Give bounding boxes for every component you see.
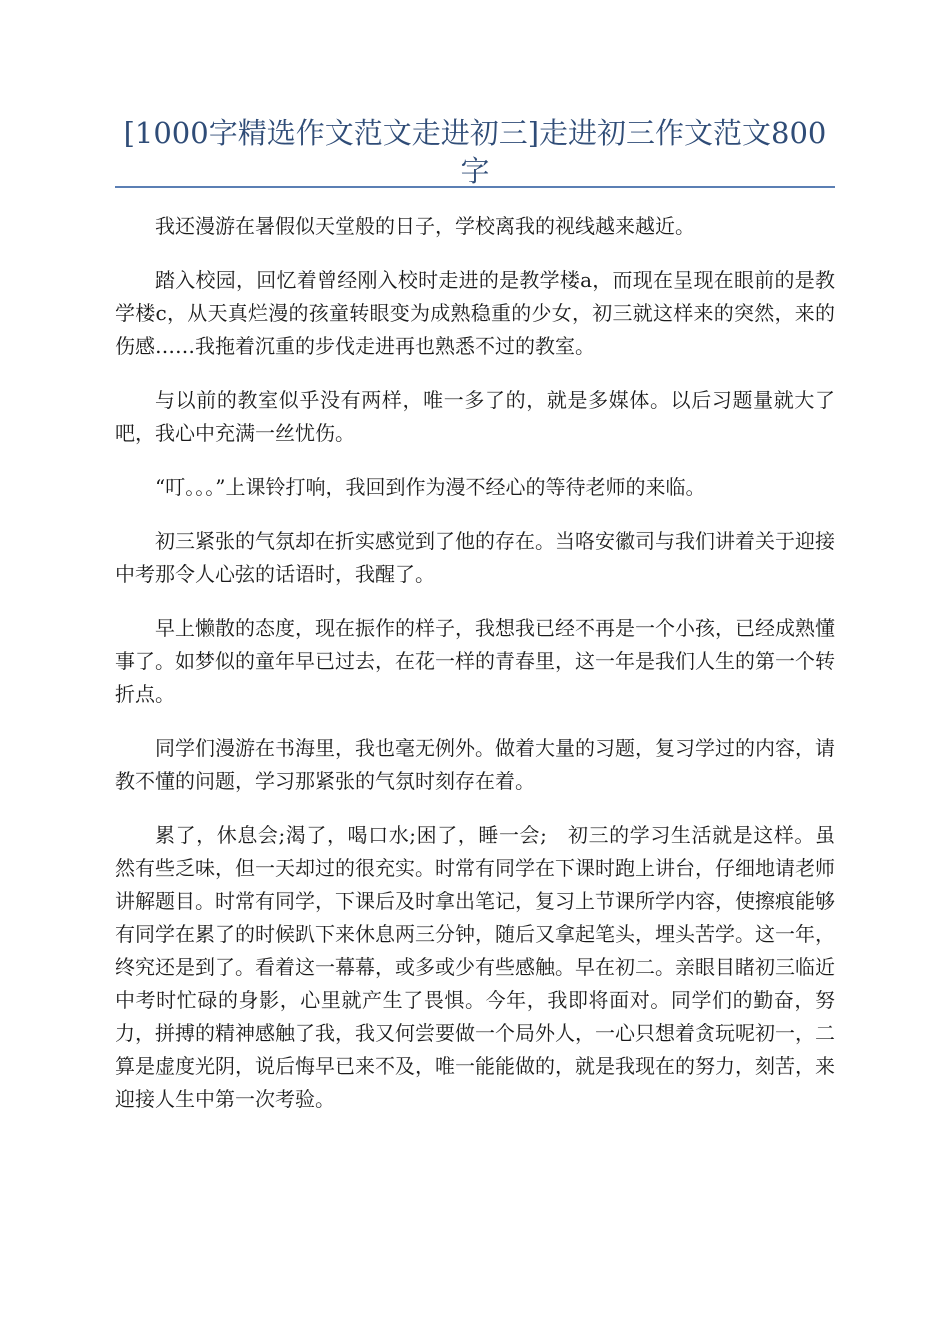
paragraph: 与以前的教室似乎没有两样，唯一多了的，就是多媒体。以后习题量就大了吧，我心中充满一丝忧伤。: [115, 388, 835, 445]
document-body: [115, 210, 835, 1137]
paragraph: 同学们漫游在书海里，我也毫无例外。做着大量的习题，复习学过的内容，请教不懂的问题，学习那紧张的气氛时刻存在着。: [115, 736, 835, 793]
document-title: [1000字精选作文范文走进初三]走进初三作文范文800字: [123, 116, 827, 188]
title-underline: [115, 186, 835, 188]
paragraph: 初三紧张的气氛却在折实感觉到了他的存在。当咯安徽司与我们讲着关于迎接中考那令人心弦的话语时，我醒了。: [115, 529, 835, 586]
paragraph: 早上懒散的态度，现在振作的样子，我想我已经不再是一个小孩，已经成熟懂事了。如梦似的童年早已过去，在花一样的青春里，这一年是我们人生的第一个转折点。: [115, 616, 835, 706]
paragraph: 累了，休息会;渴了，喝口水;困了，睡一会; 初三的学习生活就是这样。虽然有些乏味，但一天却过的很充实。时常有同学在下课时跑上讲台，仔细地请老师讲解题目。时常有同学，下课后及时拿出笔记，复习上节课所学内容，使擦痕能够有同学在累了的时候趴下来休息两三分钟，随后又拿起笔头，埋头苦学。这一年，终究还是到了。看着这一幕幕，或多或少有些感触。早在初二。亲眼目睹初三临近中考时忙碌的身影，心里就产生了畏惧。今年，我即将面对。同学们的勤奋，努力，拼搏的精神感触了我，我又何尝要做一个局外人，一心只想着贪玩呢初一，二算是虚度光阴，说后悔早已来不及，唯一能能做的，就是我现在的努力，刻苦，来迎接人生中第一次考验。: [115, 823, 835, 1111]
paragraph: 踏入校园，回忆着曾经刚入校时走进的是教学楼a，而现在呈现在眼前的是教学楼c，从天真烂漫的孩童转眼变为成熟稳重的少女，初三就这样来的突然，来的伤感……我拖着沉重的步伐走进再也熟悉不过的教室。: [115, 268, 835, 358]
paragraph: 我还漫游在暑假似天堂般的日子，学校离我的视线越来越近。: [155, 214, 695, 238]
paragraph: “叮。。。”上课铃打响，我回到作为漫不经心的等待老师的来临。: [155, 475, 706, 499]
